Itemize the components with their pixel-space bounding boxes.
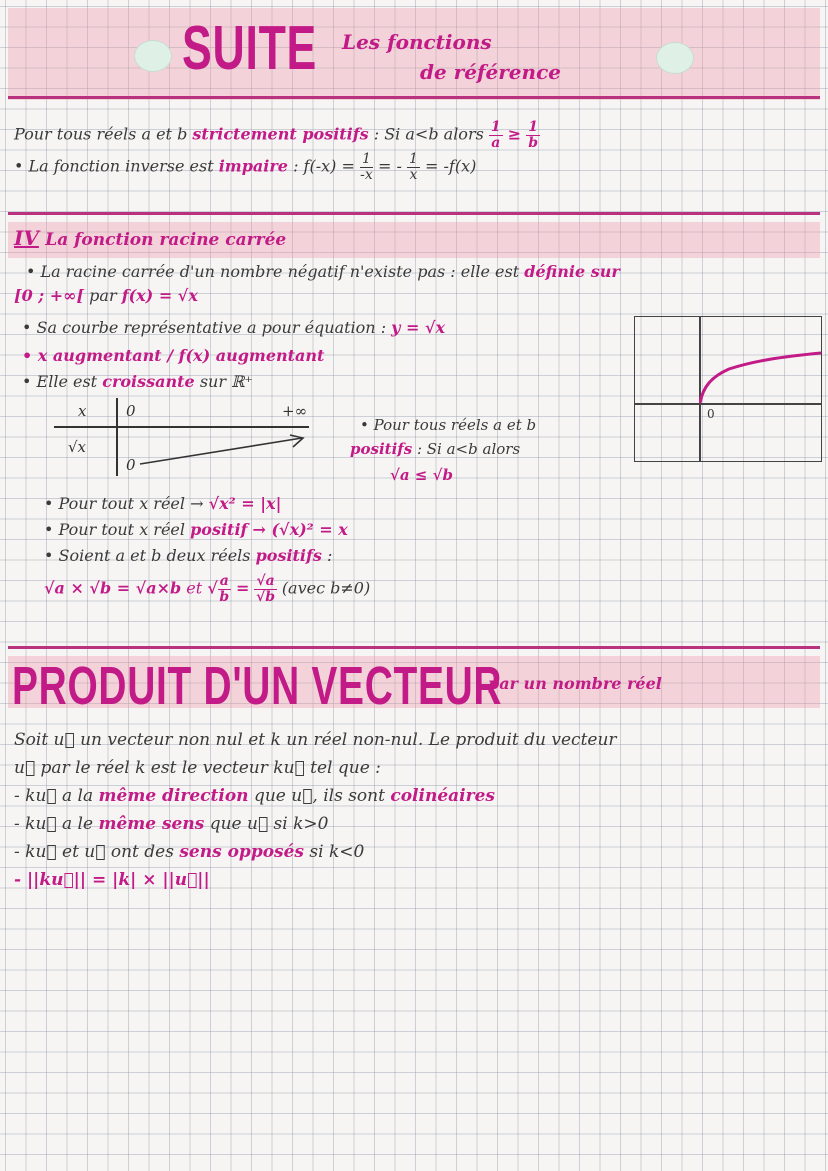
side-note-1: • Pour tous réels a et b bbox=[360, 416, 537, 434]
fraction bbox=[526, 120, 540, 150]
vector-title: PRODUIT D'UN VECTEUR bbox=[12, 656, 503, 716]
sqrt-text: par bbox=[89, 286, 117, 305]
inverse-text: = -f(x) bbox=[425, 156, 477, 176]
sqrt-text: • Elle est bbox=[22, 372, 98, 391]
table-hline bbox=[54, 426, 309, 428]
inverse-text: • La fonction inverse est bbox=[14, 156, 214, 176]
variation-arrow bbox=[138, 432, 308, 468]
inverse-line-2 bbox=[14, 152, 476, 182]
vector-line-4 bbox=[14, 814, 328, 834]
sqrt-text: : Si a<b alors bbox=[416, 440, 521, 458]
vector-line-5 bbox=[14, 842, 364, 862]
section-rule bbox=[8, 212, 820, 215]
vector-text: que u⃗, ils sont bbox=[253, 786, 385, 806]
sqrt-highlight: √ bbox=[207, 578, 218, 598]
sqrt-text: (avec b≠0) bbox=[281, 578, 371, 598]
vector-line-1: Soit u⃗ un vecteur non nul et k un réel non-nul. Le produit du vecteur bbox=[14, 730, 617, 750]
fraction bbox=[407, 152, 420, 182]
punch-hole-left bbox=[134, 40, 172, 72]
sqrt-highlight: √x² = |x| bbox=[208, 494, 282, 513]
fraction-num: 1 bbox=[528, 119, 538, 135]
vector-text: si k<0 bbox=[309, 842, 365, 862]
table-x-start: 0 bbox=[126, 402, 136, 420]
table-f-label: √x bbox=[68, 438, 87, 456]
side-note-3: √a ≤ √b bbox=[390, 466, 453, 484]
page-subtitle-2: de référence bbox=[420, 60, 561, 84]
inverse-highlight: strictement positifs bbox=[192, 124, 369, 144]
inverse-section bbox=[14, 118, 814, 208]
vector-highlight: sens opposés bbox=[179, 842, 305, 862]
fraction-den: a bbox=[491, 134, 501, 151]
property-3 bbox=[44, 546, 332, 565]
sqrt-section bbox=[14, 222, 814, 642]
sqrt-highlight: positif bbox=[190, 520, 248, 539]
vector-highlight: même direction bbox=[98, 786, 249, 806]
fraction-num: √a bbox=[256, 573, 275, 589]
sqrt-line-3 bbox=[22, 318, 445, 337]
fraction-num: 1 bbox=[408, 151, 418, 167]
sqrt-highlight: positifs bbox=[350, 440, 413, 458]
table-f-start: 0 bbox=[126, 456, 136, 474]
inverse-text: : Si a<b alors bbox=[373, 124, 484, 144]
fraction-num: 1 bbox=[490, 119, 501, 135]
property-2 bbox=[44, 520, 348, 539]
page-title: SUITE bbox=[182, 14, 318, 83]
sqrt-text: • Pour tout x réel → bbox=[44, 494, 204, 513]
fraction bbox=[489, 120, 503, 150]
sqrt-highlight: y = √x bbox=[391, 318, 446, 337]
sqrt-text: • Soient a et b deux réels bbox=[44, 546, 251, 565]
vector-text: - ku⃗ a la bbox=[14, 786, 94, 806]
sqrt-text: sur ℝ⁺ bbox=[199, 372, 253, 391]
sqrt-highlight: croissante bbox=[102, 372, 195, 391]
sqrt-text: • La racine carrée d'un nombre négatif n'existe pas : elle est bbox=[26, 262, 520, 281]
sqrt-text: et bbox=[186, 578, 203, 598]
sqrt-line-4: • x augmentant / f(x) augmentant bbox=[22, 346, 325, 365]
inequality-sign: ≥ bbox=[507, 124, 522, 144]
sqrt-highlight: √a × √b = √a×b bbox=[44, 578, 182, 598]
fraction-num: a bbox=[219, 573, 229, 589]
vector-text: que u⃗ si k>0 bbox=[209, 814, 329, 834]
fraction-den: x bbox=[409, 166, 418, 183]
sqrt-text: • Pour tout x réel bbox=[44, 520, 186, 539]
fraction-den: √b bbox=[256, 588, 276, 605]
property-4 bbox=[44, 574, 370, 604]
sqrt-graph bbox=[634, 316, 822, 462]
vector-highlight: colinéaires bbox=[390, 786, 495, 806]
sqrt-curve bbox=[699, 317, 821, 405]
section-rule bbox=[8, 646, 820, 649]
fraction bbox=[254, 574, 276, 604]
sqrt-line-1 bbox=[26, 262, 620, 281]
inverse-highlight: impaire bbox=[218, 156, 288, 176]
fraction-den: b bbox=[528, 134, 538, 151]
vector-section bbox=[14, 730, 814, 910]
sqrt-line-2 bbox=[14, 286, 198, 305]
sqrt-heading bbox=[14, 226, 286, 250]
inverse-text: Pour tous réels a et b bbox=[14, 124, 188, 144]
header-rule bbox=[8, 96, 820, 99]
inverse-text: : f(-x) = bbox=[293, 156, 355, 176]
sqrt-highlight: [0 ; +∞[ bbox=[14, 286, 85, 305]
punch-hole-right bbox=[656, 42, 694, 74]
side-note-2 bbox=[350, 440, 520, 458]
section-heading: La fonction racine carrée bbox=[45, 230, 287, 250]
sqrt-text: • Sa courbe représentative a pour équation : bbox=[22, 318, 387, 337]
graph-origin-label: 0 bbox=[707, 407, 715, 421]
sqrt-highlight: = bbox=[235, 578, 250, 598]
page-subtitle-1: Les fonctions bbox=[342, 30, 492, 54]
fraction-den: b bbox=[219, 588, 230, 605]
table-vline bbox=[116, 398, 118, 476]
fraction bbox=[218, 574, 231, 604]
fraction-den: -x bbox=[360, 166, 373, 183]
vector-subtitle: par un nombre réel bbox=[488, 674, 662, 693]
inverse-line-1 bbox=[14, 120, 540, 150]
vector-line-2: u⃗ par le réel k est le vecteur ku⃗ tel que : bbox=[14, 758, 381, 778]
sqrt-highlight: positifs bbox=[255, 546, 322, 565]
sqrt-highlight: f(x) = √x bbox=[121, 286, 198, 305]
sqrt-highlight: définie sur bbox=[524, 262, 620, 281]
sqrt-text: : bbox=[327, 546, 333, 565]
fraction-num: 1 bbox=[361, 151, 371, 167]
table-x-end: +∞ bbox=[282, 402, 308, 420]
vector-highlight: même sens bbox=[98, 814, 205, 834]
variation-table bbox=[54, 398, 344, 478]
inverse-text: = - bbox=[377, 156, 402, 176]
property-1 bbox=[44, 494, 281, 513]
sqrt-highlight: → (√x)² = x bbox=[252, 520, 348, 539]
fraction bbox=[360, 152, 373, 182]
sqrt-line-5 bbox=[22, 372, 253, 391]
table-x-label: x bbox=[78, 402, 87, 420]
header-band bbox=[8, 8, 820, 100]
section-number: IV bbox=[14, 226, 39, 250]
vector-line-6: - ||ku⃗|| = |k| × ||u⃗|| bbox=[14, 870, 210, 890]
vector-line-3 bbox=[14, 786, 495, 806]
vector-text: - ku⃗ a le bbox=[14, 814, 94, 834]
vector-text: - ku⃗ et u⃗ ont des bbox=[14, 842, 174, 862]
